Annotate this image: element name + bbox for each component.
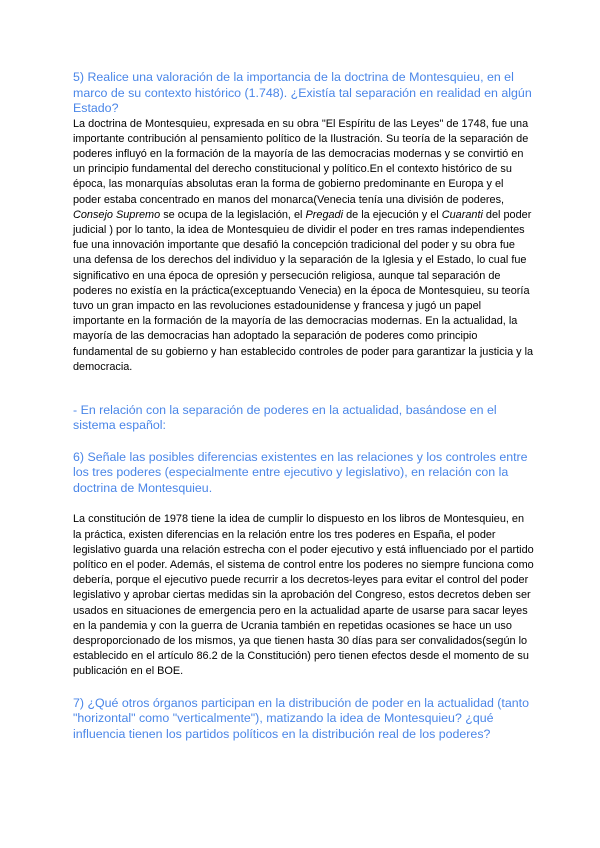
answer-5 — [73, 117, 534, 375]
answer-5-part-3: de la ejecución y el — [343, 208, 442, 221]
answer-5-part-1: La doctrina de Montesquieu, expresada en su obra "El Espíritu de las Leyes" de 1748, fue una importante contribución al pensamiento político de la Ilustración. Su teoría de la separación de poderes influyó en la formación de la mayoría de las democracias modernas y se convirtió en un principio fundamental del derecho constitucional y político.En el contexto histórico de su época, las monarquías absolutas eran la forma de gobierno predominante en Europa y el poder estaba concentrado en manos del monarca(Venecia tenía una división de poderes, — [73, 117, 529, 206]
answer-5-part-4: del poder judicial ) por lo tanto, la idea de Montesquieu de dividir el poder en tres ramas independientes fue una innovación importante que desafió la concepción tradicional del poder y su obra fue una defensa de los derechos del individuo y la separación de la Iglesia y el Estado, lo cual fue significativo en una época de opresión y persecución religiosa, aunque tal separación de poderes no existía en la práctica(exceptuando Venecia) en la época de Montesquieu, su teoría tuvo un gran impacto en las revoluciones estadounidense y francesa y jugó un papel importante en la formación de la mayoría de las democracias modernas. En la actualidad, la mayoría de las democracias han adoptado la separación de poderes como principio fundamental de su gobierno y han establecido controles de poder para garantizar la justicia y la democracia. — [73, 208, 534, 373]
cuaranti-term: Cuaranti — [441, 208, 483, 221]
section-heading: - En relación con la separación de poderes en la actualidad, basándose en el sistema español: — [73, 402, 497, 433]
spacer — [73, 434, 534, 450]
pregadi-term: Pregadi — [305, 208, 344, 221]
consejo-supremo-term: Consejo Supremo — [73, 208, 161, 221]
spacer — [73, 375, 534, 403]
spacer — [73, 496, 534, 512]
answer-6: La constitución de 1978 tiene la idea de cumplir lo dispuesto en los libros de Montesquieu, en la práctica, existen diferencias en la relación entre los tres poderes en España, el poder legislativo guarda una relación estrecha con el poder ejecutivo y está influenciado por el partido político en el poder. Además, el sistema de control entre los poderes no siempre funciona como debería, porque el ejecutivo puede recurrir a los decretos-leyes para evitar el control del poder legislativo y aprobar ciertas medidas sin la aprobación del Congreso, estos decretos deben ser usados en situaciones de emergencia pero en la actualidad aparte de usarse para sacar leyes en la pandemia y con la guerra de Ucrania también en repetidas ocasiones se hace un uso desproporcionado de los mismos, ya que tienen hasta 30 días para ser convalidados(según lo establecido en el artículo 86.2 de la Constitución) pero tienen efectos desde el momento de su publicación en el BOE. — [73, 513, 534, 678]
spacer — [73, 680, 534, 696]
answer-5-part-2: se ocupa de la legislación, el — [160, 208, 306, 221]
question-7: 7) ¿Qué otros órganos participan en la distribución de poder en la actualidad (tanto "horizontal" como "verticalmente"), matizando la idea de Montesquieu? ¿qué influencia tienen los partidos políticos en la distribución real de los poderes? — [73, 695, 529, 741]
question-6: 6) Señale las posibles diferencias existentes en las relaciones y los controles entre los tres poderes (especialmente entre ejecutivo y legislativo), en relación con la doctrina de Montesquieu. — [73, 449, 528, 495]
question-5: 5) Realice una valoración de la importancia de la doctrina de Montesquieu, en el marco de su contexto histórico (1.748). ¿Existía tal separación en realidad en algún Estado? — [73, 70, 532, 115]
